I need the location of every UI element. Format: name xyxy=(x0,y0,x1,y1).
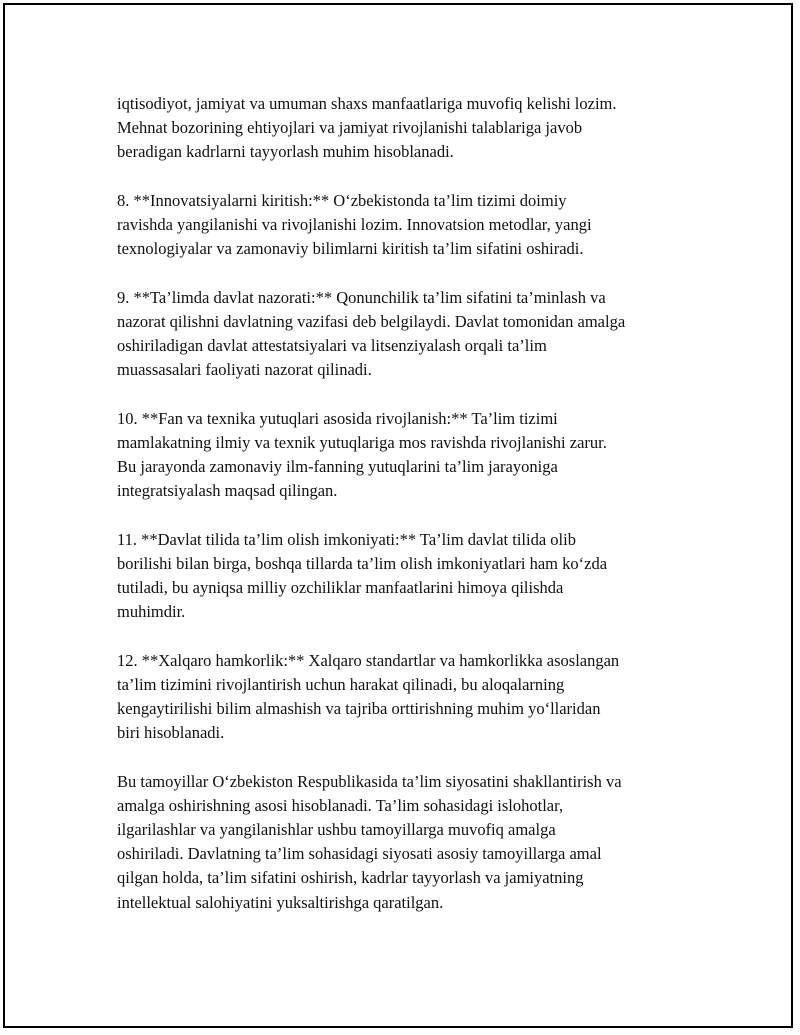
paragraph-conclusion: Bu tamoyillar O‘zbekiston Respublikasida ta’lim siyosatini shakllantirish va amalga oshirishning asosi hisoblanadi. Ta’lim sohasidagi islohotlar, ilgarilashlar va yangilanishlar ushbu tamoyillarga muvofiq amalga oshiriladi. Davlatning ta’lim sohasidagi siyosati asosiy tamoyillarga amal qilgan holda, ta’lim sifatini oshirish, kadrlar tayyorlash va jamiyatning intellektual salohiyatini yuksaltirishga qaratilgan. xyxy=(117,771,622,912)
paragraph-item-12: 12. **Xalqaro hamkorlik:** Xalqaro standartlar va hamkorlikka asoslangan ta’lim tizimini rivojlantirish uchun harakat qilinadi, bu aloqalarning kengaytirilishi bilim almashish va tajriba orttirishning muhim yo‘llaridan biri hisoblanadi. xyxy=(117,650,620,743)
document-body xyxy=(117,92,687,939)
paragraph-item-10: 10. **Fan va texnika yutuqlari asosida rivojlanish:** Ta’lim tizimi mamlakatning ilmiy va texnik yutuqlariga mos ravishda rivojlanishi zarur. Bu jarayonda zamonaviy ilm-fanning yutuqlarini ta’lim jarayoniga integratsiyalash maqsad qilingan. xyxy=(117,408,607,501)
paragraph-continuation: iqtisodiyot, jamiyat va umuman shaxs manfaatlariga muvofiq kelishi lozim. Mehnat bozorining ehtiyojlari va jamiyat rivojlanishi talablariga javob beradigan kadrlarni tayyorlash muhim hisoblanadi. xyxy=(117,94,617,162)
paragraph-item-8: 8. **Innovatsiyalarni kiritish:** O‘zbekistonda ta’lim tizimi doimiy ravishda yangilanishi va rivojlanishi lozim. Innovatsion metodlar, yangi texnologiyalar va zamonaviy bilimlarni kiritish ta’lim sifatini oshiradi. xyxy=(117,190,592,259)
paragraph-item-11: 11. **Davlat tilida ta’lim olish imkoniyati:** Ta’lim davlat tilida olib borilishi bilan birga, boshqa tillarda ta’lim olish imkoniyatlari ham ko‘zda tutiladi, bu ayniqsa milliy ozchiliklar manfaatlarini himoya qilishda muhimdir. xyxy=(117,529,608,622)
paragraph-item-9: 9. **Ta’limda davlat nazorati:** Qonunchilik ta’lim sifatini ta’minlash va nazorat qilishni davlatning vazifasi deb belgilaydi. Davlat tomonidan amalga oshiriladigan davlat attestatsiyalari va litsenziyalash orqali ta’lim muassasalari faoliyati nazorat qilinadi. xyxy=(117,287,626,380)
